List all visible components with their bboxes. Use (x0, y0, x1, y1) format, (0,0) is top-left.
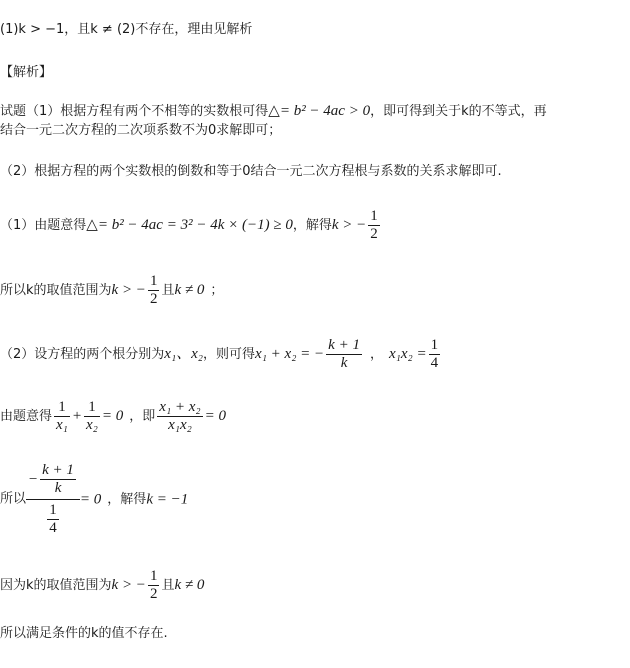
step6-rhs: k ≠ 0 (174, 577, 205, 593)
step4-mid: ，即 (129, 409, 156, 424)
step5-den-num: 1 (49, 502, 57, 518)
step4-c-den: x₁x₂ (168, 417, 192, 433)
step5-inner-num: k + 1 (42, 462, 74, 478)
step1-fraction (368, 208, 380, 243)
intro-line-1 (0, 101, 547, 122)
step4-label: 由题意得 (0, 409, 53, 424)
step3-sum-den: k (340, 355, 348, 371)
step-1 (0, 208, 382, 243)
step-3 (0, 337, 442, 372)
analysis-heading: 【解析】 (0, 65, 53, 80)
step3-prod-num: 1 (430, 337, 439, 353)
step1-discriminant: △= b² − 4ac = 3² − 4k × (−1) ≥ 0 (86, 217, 293, 233)
step3-prod-den: 4 (430, 355, 439, 371)
step5-inner-den: k (54, 480, 62, 496)
step4-frac-c (157, 399, 202, 434)
step5-result: k = −1 (146, 491, 189, 508)
intro-line-2: 结合一元二次方程的二次项系数不为0求解即可； (0, 123, 282, 138)
step4-eq: = 0 (101, 408, 124, 424)
step3-roots: x₁、x₂ (164, 346, 204, 362)
step1-frac-den: 2 (370, 226, 378, 242)
step6-label: 因为k的取值范围为 (0, 578, 112, 593)
step4-plus: + (71, 408, 83, 424)
answer-part2: (2)不存在，理由见解析 (116, 22, 253, 37)
answer-condition: > −1，且k ≠ (25, 22, 117, 37)
step1-result-lhs: k > − (331, 217, 367, 233)
step-4 (0, 399, 226, 434)
step1-frac-num: 1 (370, 208, 378, 224)
step2-lhs: k > − (111, 282, 146, 298)
step2-fraction (148, 273, 160, 308)
step-2 (0, 273, 223, 308)
step6-frac-num: 1 (149, 568, 158, 584)
step4-b-num: 1 (84, 399, 100, 417)
step3-sum-num: k + 1 (328, 337, 360, 353)
step5-minus: − (28, 471, 39, 488)
step1-mid: ，解得 (292, 218, 332, 233)
step3-mid: ，则可得 (203, 347, 256, 362)
discriminant-condition: △= b² − 4ac > 0 (268, 103, 371, 119)
step2-and: 且 (161, 283, 175, 298)
step4-a-num: 1 (54, 399, 70, 417)
step2-label: 所以k的取值范围为 (0, 283, 112, 298)
step5-eq: = 0 (79, 491, 102, 508)
step-5 (0, 462, 188, 537)
step4-frac-b (84, 399, 100, 434)
step5-den-fraction (47, 502, 59, 537)
step5-compound-fraction (26, 462, 80, 537)
step-6 (0, 568, 204, 603)
step3-prod-lhs: x₁x₂ = (388, 346, 427, 362)
step3-sep: ， (369, 347, 383, 362)
step6-lhs: k > − (111, 577, 146, 593)
step4-eq2: = 0 (204, 408, 227, 424)
step4-c-num: x₁ + x₂ (159, 399, 201, 415)
intro-text-b: ，即可得到关于k的不等式，再 (370, 104, 547, 119)
step2-frac-den: 2 (149, 291, 158, 307)
step2-end: ； (210, 283, 224, 298)
intro-part-2: （2）根据方程的两个实数根的倒数和等于0结合一元二次方程根与系数的关系求解即可. (0, 164, 502, 179)
step3-sum-lhs: x₁ + x₂ = − (255, 346, 325, 362)
step3-label: （2）设方程的两个根分别为 (0, 347, 165, 362)
step5-den-den: 4 (49, 520, 57, 536)
step6-and: 且 (161, 578, 175, 593)
step2-frac-num: 1 (149, 273, 158, 289)
step6-fraction (148, 568, 160, 603)
step5-mid: ，解得 (107, 491, 147, 507)
step5-outer-den (26, 500, 80, 537)
step3-prod-fraction (429, 337, 441, 372)
step5-inner-fraction (40, 462, 76, 497)
intro-text-a: 试题（1）根据方程有两个不相等的实数根可得 (0, 104, 269, 119)
step3-sum-fraction (326, 337, 362, 372)
step5-outer-num (26, 462, 80, 500)
conclusion: 所以满足条件的k的值不存在. (0, 626, 168, 641)
step5-label: 所以 (0, 491, 27, 507)
step4-frac-a (54, 399, 70, 434)
answer-line (0, 20, 252, 40)
step4-b-den: x₂ (86, 417, 98, 433)
step4-a-den: x₁ (56, 417, 68, 433)
step2-rhs: k ≠ 0 (174, 282, 205, 298)
step6-frac-den: 2 (149, 586, 158, 602)
answer-part1: (1)k (0, 22, 26, 37)
step1-label: （1）由题意得 (0, 218, 87, 233)
